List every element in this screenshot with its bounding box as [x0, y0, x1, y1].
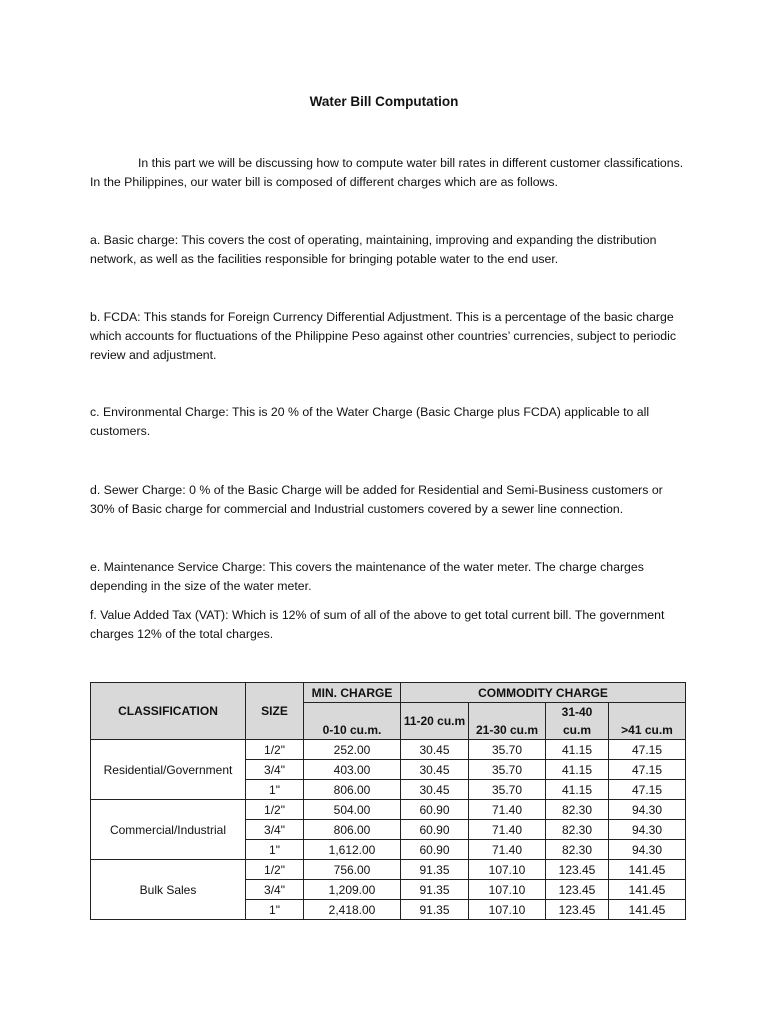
- item-vat: f. Value Added Tax (VAT): Which is 12% of sum of all of the above to get total current bill. The government charges 12% of the total charges.: [90, 608, 665, 641]
- rate-11-20-cell: 60.90: [401, 820, 469, 840]
- rate-31-40-cell: 41.15: [546, 760, 609, 780]
- intro-paragraph: In this part we will be discussing how to compute water bill rates in different customer classifications. In the Philippines, our water bill is composed of different charges which are as follows.: [90, 156, 684, 189]
- header-classification: CLASSIFICATION: [91, 683, 246, 740]
- rate-21-30-cell: 71.40: [469, 820, 546, 840]
- rate-21-30-cell: 71.40: [469, 840, 546, 860]
- size-cell: 1": [246, 900, 304, 920]
- rate-31-40-cell: 41.15: [546, 740, 609, 760]
- size-cell: 3/4": [246, 760, 304, 780]
- rate-21-30-cell: 107.10: [469, 900, 546, 920]
- header-range-31-40: 31-40 cu.m: [546, 703, 609, 740]
- rate-over-41-cell: 141.45: [609, 900, 686, 920]
- rate-31-40-cell: 123.45: [546, 880, 609, 900]
- table-row: [91, 740, 686, 760]
- rate-over-41-cell: 94.30: [609, 820, 686, 840]
- rate-21-30-cell: 35.70: [469, 740, 546, 760]
- rate-21-30-cell: 71.40: [469, 800, 546, 820]
- min-charge-cell: 1,612.00: [304, 840, 401, 860]
- rate-11-20-cell: 91.35: [401, 860, 469, 880]
- size-cell: 1": [246, 780, 304, 800]
- header-min-range: 0-10 cu.m.: [304, 703, 401, 740]
- document-title: Water Bill Computation: [309, 94, 459, 109]
- item-basic-charge: a. Basic charge: This covers the cost of operating, maintaining, improving and expanding the distribution network, as well as the facilities responsible for bringing potable water to the end user.: [90, 233, 657, 266]
- rate-31-40-cell: 41.15: [546, 780, 609, 800]
- item-maintenance-charge: e. Maintenance Service Charge: This covers the maintenance of the water meter. The charge charges depending in the size of the water meter.: [90, 560, 644, 593]
- header-range-11-20: 11-20 cu.m: [401, 703, 469, 740]
- size-cell: 3/4": [246, 880, 304, 900]
- min-charge-cell: 504.00: [304, 800, 401, 820]
- header-range-21-30: 21-30 cu.m: [469, 703, 546, 740]
- rate-21-30-cell: 35.70: [469, 760, 546, 780]
- min-charge-cell: 2,418.00: [304, 900, 401, 920]
- rate-over-41-cell: 47.15: [609, 740, 686, 760]
- min-charge-cell: 806.00: [304, 780, 401, 800]
- rate-21-30-cell: 107.10: [469, 880, 546, 900]
- rate-over-41-cell: 47.15: [609, 760, 686, 780]
- rate-11-20-cell: 30.45: [401, 760, 469, 780]
- item-environmental-charge: c. Environmental Charge: This is 20 % of the Water Charge (Basic Charge plus FCDA) applicable to all customers.: [90, 405, 650, 438]
- rate-over-41-cell: 94.30: [609, 800, 686, 820]
- item-fcda: b. FCDA: This stands for Foreign Currency Differential Adjustment. This is a percentage of the basic charge which accounts for fluctuations of the Philippine Peso against other countries’ currencies, subject to periodic review and adjustment.: [90, 310, 677, 362]
- min-charge-cell: 403.00: [304, 760, 401, 780]
- rate-over-41-cell: 141.45: [609, 880, 686, 900]
- min-charge-cell: 756.00: [304, 860, 401, 880]
- item-sewer-charge: d. Sewer Charge: 0 % of the Basic Charge will be added for Residential and Semi-Business customers or 30% of Basic charge for commercial and Industrial customers covered by a sewer line connection.: [90, 483, 663, 516]
- rate-11-20-cell: 30.45: [401, 780, 469, 800]
- rate-31-40-cell: 123.45: [546, 860, 609, 880]
- min-charge-cell: 1,209.00: [304, 880, 401, 900]
- header-size: SIZE: [246, 683, 304, 740]
- header-commodity-charge: COMMODITY CHARGE: [401, 683, 686, 703]
- rate-11-20-cell: 91.35: [401, 880, 469, 900]
- rates-table-header: [91, 683, 686, 740]
- header-min-charge: MIN. CHARGE: [304, 683, 401, 703]
- min-charge-cell: 252.00: [304, 740, 401, 760]
- table-row: [91, 860, 686, 880]
- rate-31-40-cell: 82.30: [546, 800, 609, 820]
- header-range-over-41: >41 cu.m: [609, 703, 686, 740]
- classification-cell: Commercial/Industrial: [91, 800, 246, 860]
- classification-cell: Residential/Government: [91, 740, 246, 800]
- rate-31-40-cell: 82.30: [546, 840, 609, 860]
- size-cell: 1/2": [246, 860, 304, 880]
- rates-table-body: [91, 740, 686, 920]
- table-row: [91, 800, 686, 820]
- size-cell: 1/2": [246, 800, 304, 820]
- rate-11-20-cell: 91.35: [401, 900, 469, 920]
- rate-over-41-cell: 94.30: [609, 840, 686, 860]
- rate-31-40-cell: 123.45: [546, 900, 609, 920]
- rate-over-41-cell: 47.15: [609, 780, 686, 800]
- rate-11-20-cell: 30.45: [401, 740, 469, 760]
- size-cell: 3/4": [246, 820, 304, 840]
- rate-over-41-cell: 141.45: [609, 860, 686, 880]
- min-charge-cell: 806.00: [304, 820, 401, 840]
- rate-11-20-cell: 60.90: [401, 840, 469, 860]
- rate-21-30-cell: 35.70: [469, 780, 546, 800]
- size-cell: 1": [246, 840, 304, 860]
- rates-table: [90, 682, 686, 920]
- size-cell: 1/2": [246, 740, 304, 760]
- rate-11-20-cell: 60.90: [401, 800, 469, 820]
- rate-21-30-cell: 107.10: [469, 860, 546, 880]
- classification-cell: Bulk Sales: [91, 860, 246, 920]
- rate-31-40-cell: 82.30: [546, 820, 609, 840]
